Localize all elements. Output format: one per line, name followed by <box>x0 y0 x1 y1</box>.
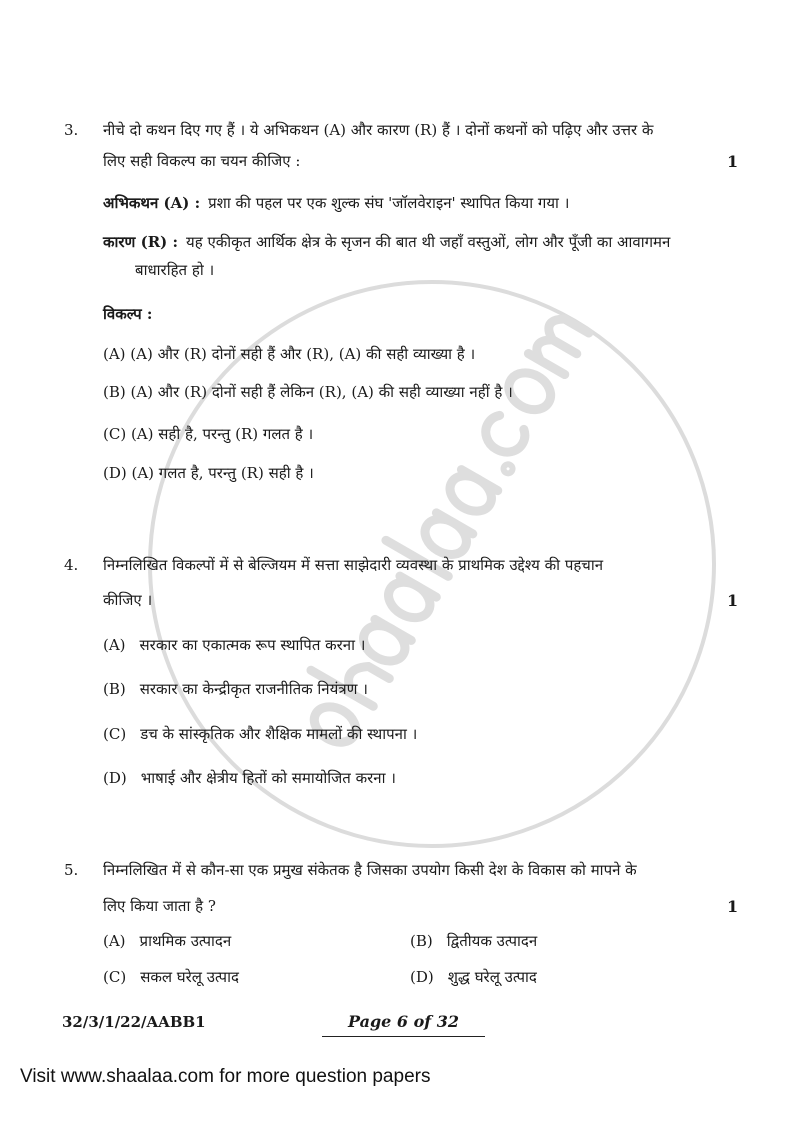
marks: 1 <box>727 897 739 916</box>
question-text: लिए किया जाता है ? <box>103 897 216 915</box>
reason <box>103 232 670 252</box>
visit-link-text[interactable]: Visit www.shaalaa.com for more question papers <box>20 1066 431 1087</box>
reason-text: यह एकीकृत आर्थिक क्षेत्र के सृजन की बात थी जहाँ वस्तुओं, लोग और पूँजी का आवागमन <box>186 233 671 251</box>
question-text: नीचे दो कथन दिए गए हैं । ये अभिकथन (A) और कारण (R) हैं । दोनों कथनों को पढ़िए और उत्तर के <box>103 121 654 139</box>
option-key: (A) <box>103 932 126 950</box>
option-text: डच के सांस्कृतिक और शैक्षिक मामलों की स्थापना । <box>140 725 418 743</box>
option-text: प्राथमिक उत्पादन <box>139 932 232 950</box>
option <box>103 679 368 699</box>
question-number: 5. <box>64 861 79 879</box>
question-text: कीजिए । <box>103 591 153 609</box>
reason-label: कारण (R) : <box>103 233 179 251</box>
option-key: (B) <box>103 680 126 698</box>
question-text: निम्नलिखित में से कौन-सा एक प्रमुख संकेतक है जिसका उपयोग किसी देश के विकास को मापने के <box>103 861 637 879</box>
question-text: निम्नलिखित विकल्पों में से बेल्जियम में सत्ता साझेदारी व्यवस्था के प्राथमिक उद्देश्य की पहचान <box>103 556 604 574</box>
option-key: (C) <box>103 725 127 743</box>
question-number: 4. <box>64 556 79 574</box>
option: (C) (A) सही है, परन्तु (R) गलत है । <box>103 425 314 443</box>
option <box>103 635 365 655</box>
assertion-text: प्रशा की पहल पर एक शुल्क संघ 'जॉलवेराइन' स्थापित किया गया । <box>208 194 570 212</box>
option <box>103 931 231 951</box>
option: (B) (A) और (R) दोनों सही हैं लेकिन (R), (A) की सही व्याख्या नहीं है । <box>103 383 513 401</box>
paper-code: 32/3/1/22/AABB1 <box>62 1013 206 1031</box>
option-text: शुद्ध घरेलू उत्पाद <box>447 968 537 986</box>
marks: 1 <box>727 591 739 610</box>
page-number-underline <box>322 1036 485 1037</box>
marks: 1 <box>727 152 739 171</box>
option-text: सरकार का केन्द्रीकृत राजनीतिक नियंत्रण । <box>139 680 368 698</box>
option-key: (C) <box>103 968 127 986</box>
reason-text: बाधारहित हो । <box>135 261 215 279</box>
option-key: (B) <box>410 932 433 950</box>
question-text: लिए सही विकल्प का चयन कीजिए : <box>103 152 301 170</box>
option-key: (A) <box>103 636 126 654</box>
question-number: 3. <box>64 121 79 139</box>
option <box>103 967 239 987</box>
option <box>410 967 537 987</box>
option-text: भाषाई और क्षेत्रीय हितों को समायोजित करना । <box>140 769 396 787</box>
option <box>103 724 417 744</box>
option-key: (D) <box>103 769 127 787</box>
option-text: सकल घरेलू उत्पाद <box>140 968 239 986</box>
page-number: Page 6 of 32 <box>348 1012 459 1031</box>
option <box>410 931 537 951</box>
option-text: सरकार का एकात्मक रूप स्थापित करना । <box>139 636 366 654</box>
option: (A) (A) और (R) दोनों सही हैं और (R), (A) की सही व्याख्या है । <box>103 345 476 363</box>
option <box>103 768 396 788</box>
options-label: विकल्प : <box>103 305 153 323</box>
option: (D) (A) गलत है, परन्तु (R) सही है । <box>103 464 314 482</box>
assertion <box>103 193 569 213</box>
option-text: द्वितीयक उत्पादन <box>446 932 538 950</box>
assertion-label: अभिकथन (A) : <box>103 194 201 212</box>
option-key: (D) <box>410 968 434 986</box>
